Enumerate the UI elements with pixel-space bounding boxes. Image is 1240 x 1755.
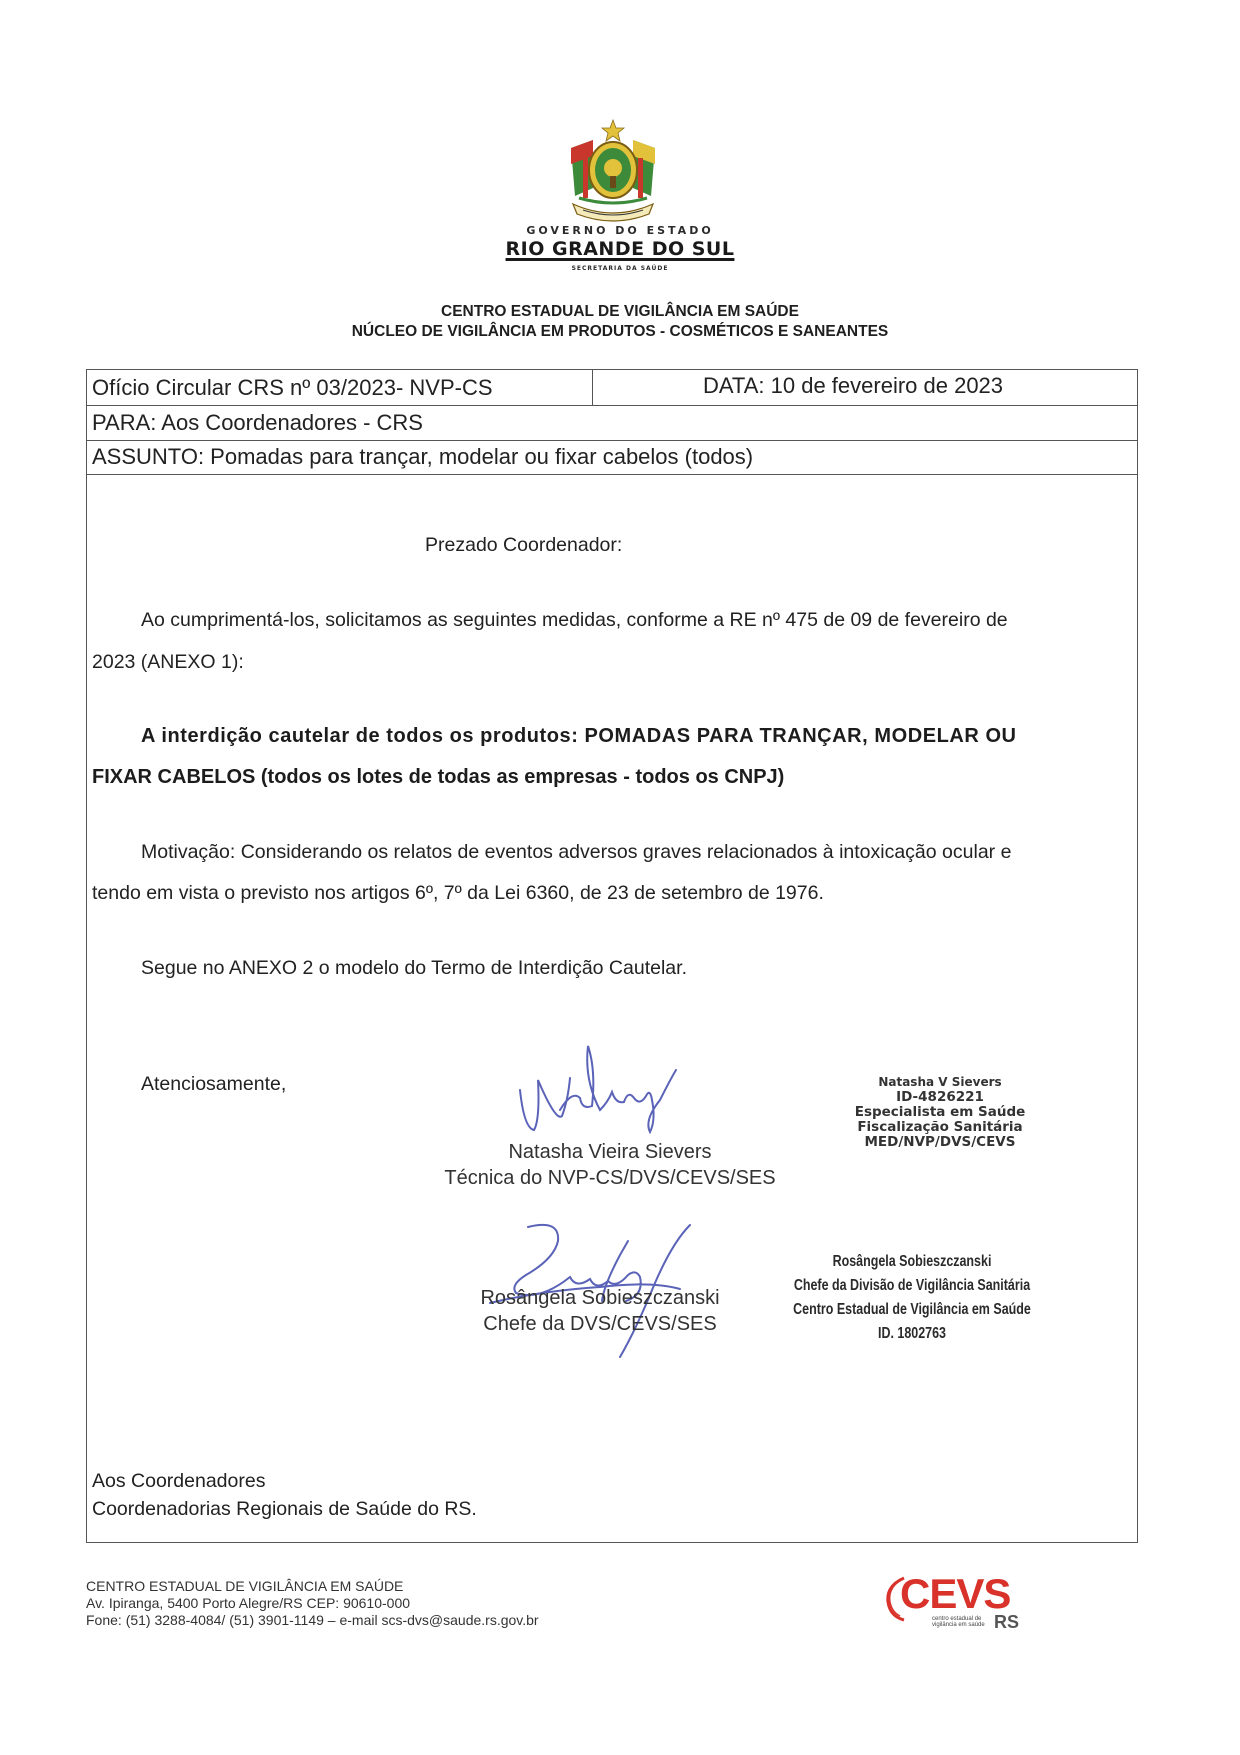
nucleus-title: NÚCLEO DE VIGILÂNCIA EM PRODUTOS - COSMÉTICOS E SANEANTES [351, 323, 889, 340]
cevs-logo-subtitle: centro estadual de vigilância em saúde [932, 1616, 985, 1628]
paragraph-2-line-2: FIXAR CABELOS (todos os lotes de todas as empresas - todos os CNPJ) [92, 766, 785, 788]
state-name: RIO GRANDE DO SUL [505, 238, 735, 260]
stamp-natasha [830, 1075, 1050, 1150]
closing: Atenciosamente, [141, 1073, 287, 1095]
stamp-line: ID. 1802763 [877, 1325, 947, 1342]
stamp-line: Natasha V Sievers [878, 1075, 1002, 1089]
secretariat-label: SECRETARIA DA SAÚDE [571, 265, 669, 272]
signer-2-role: Chefe da DVS/CEVS/SES [483, 1313, 717, 1335]
header-divider [592, 369, 593, 405]
handwritten-signature-natasha [500, 1040, 690, 1140]
greeting: Prezado Coordenador: [425, 534, 623, 556]
signer-1-role: Técnica do NVP-CS/DVS/CEVS/SES [444, 1167, 776, 1189]
paragraph-1-line-2: 2023 (ANEXO 1): [92, 651, 244, 673]
header-divider [86, 440, 1138, 441]
memo-date: DATA: 10 de fevereiro de 2023 [703, 373, 1004, 398]
stamp-line: Fiscalização Sanitária [857, 1119, 1023, 1135]
signer-1-name: Natasha Vieira Sievers [508, 1141, 712, 1163]
cevs-logo [884, 1572, 1034, 1634]
paragraph-3-line-2: tendo em vista o previsto nos artigos 6º, 7º da Lei 6360, de 23 de setembro de 1976. [92, 882, 824, 904]
stamp-line: Centro Estadual de Vigilância em Saúde [793, 1301, 1031, 1318]
paragraph-1-line-1: Ao cumprimentá-los, solicitamos as seguintes medidas, conforme a RE nº 475 de 09 de fevereiro de [141, 609, 1008, 631]
recipients-line-1: Aos Coordenadores [92, 1470, 266, 1492]
rio-grande-do-sul-coat-of-arms-icon [553, 118, 673, 226]
oficio-number: Ofício Circular CRS nº 03/2023- NVP-CS [92, 375, 493, 400]
government-label: GOVERNO DO ESTADO [526, 224, 714, 237]
stamp-line: Rosângela Sobieszczanski [832, 1253, 992, 1270]
stamp-rosangela [742, 1250, 1082, 1346]
footer-org: CENTRO ESTADUAL DE VIGILÂNCIA EM SAÚDE [86, 1578, 404, 1594]
memo-subject: ASSUNTO: Pomadas para trançar, modelar ou fixar cabelos (todos) [92, 444, 754, 469]
cevs-logo-text: CEVS [900, 1570, 1011, 1617]
stamp-line: ID-4826221 [896, 1089, 984, 1105]
paragraph-2-line-1: A interdição cautelar de todos os produtos: POMADAS PARA TRANÇAR, MODELAR OU [141, 725, 1017, 747]
stamp-line: MED/NVP/DVS/CEVS [864, 1134, 1016, 1150]
center-title: CENTRO ESTADUAL DE VIGILÂNCIA EM SAÚDE [441, 303, 799, 320]
footer-contact: Fone: (51) 3288-4084/ (51) 3901-1149 – e-mail scs-dvs@saude.rs.gov.br [86, 1612, 539, 1628]
paragraph-3-line-1: Motivação: Considerando os relatos de eventos adversos graves relacionados à intoxicação ocular e [141, 841, 1012, 863]
stamp-line: Especialista em Saúde [854, 1104, 1026, 1120]
paragraph-4: Segue no ANEXO 2 o modelo do Termo de Interdição Cautelar. [141, 957, 687, 979]
cevs-logo-rs: RS [994, 1612, 1020, 1632]
signer-2-name: Rosângela Sobieszczanski [480, 1287, 720, 1309]
header-divider [86, 405, 1138, 406]
header-divider [86, 474, 1138, 475]
memo-recipient: PARA: Aos Coordenadores - CRS [92, 410, 423, 435]
recipients-line-2: Coordenadorias Regionais de Saúde do RS. [92, 1498, 477, 1520]
footer-address: Av. Ipiranga, 5400 Porto Alegre/RS CEP: 90610-000 [86, 1595, 411, 1611]
stamp-line: Chefe da Divisão de Vigilância Sanitária [793, 1277, 1031, 1294]
